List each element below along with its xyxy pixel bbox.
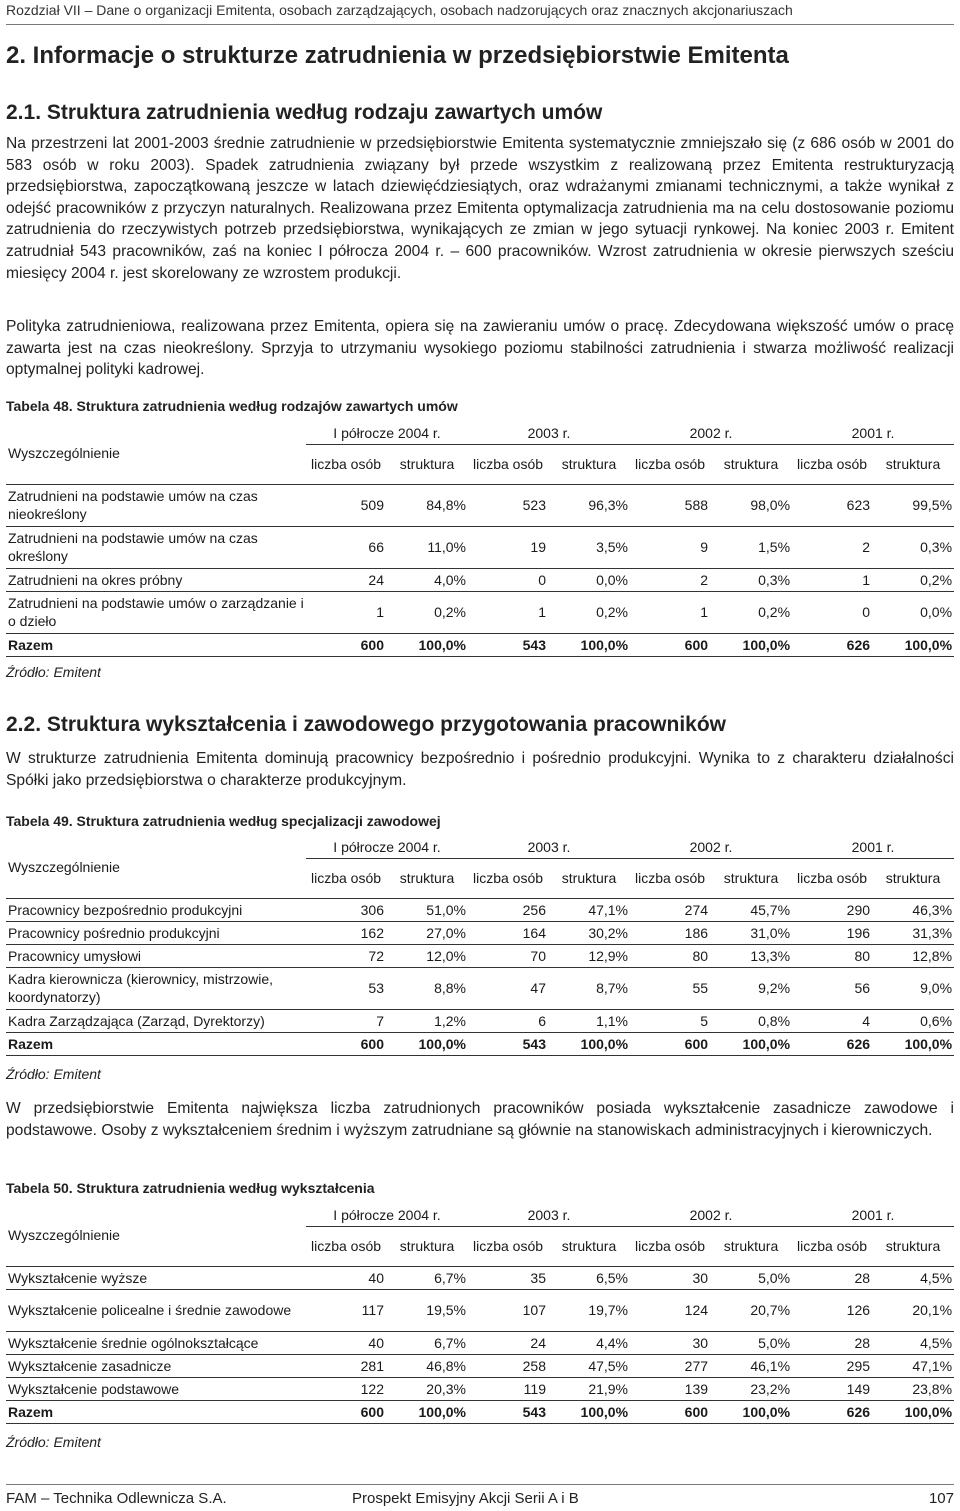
table-48-caption: Tabela 48. Struktura zatrudnienia według rodzajów zawartych umów — [6, 398, 458, 414]
cell-share: 5,0% — [710, 1331, 792, 1354]
cell-share: 13,3% — [710, 944, 792, 967]
cell-count: 35 — [468, 1266, 548, 1289]
header-share: struktura — [872, 1226, 954, 1266]
cell-count: 186 — [630, 921, 710, 944]
cell-count: 24 — [468, 1331, 548, 1354]
header-count: liczba osób — [792, 444, 872, 484]
header-period: 2001 r. — [792, 422, 954, 444]
header-count: liczba osób — [306, 858, 386, 898]
paragraph-workforce-structure: W strukturze zatrudnienia Emitenta dominują pracownicy bezpośrednio i pośrednio produkcyjni. Wynika to z charakteru działalności Spółki jako przedsiębiorstwa o charakterze produkcyjnym. — [6, 750, 954, 789]
header-count: liczba osób — [306, 1226, 386, 1266]
section-title: 2. Informacje o strukturze zatrudnienia w przedsiębiorstwie Emitenta — [6, 42, 789, 69]
cell-count: 30 — [630, 1331, 710, 1354]
row-label: Zatrudnieni na podstawie umów na czas określony — [6, 526, 306, 568]
cell-share: 45,7% — [710, 898, 792, 921]
cell-share: 100,0% — [386, 1032, 468, 1055]
header-period: 2003 r. — [468, 1204, 630, 1226]
cell-share: 4,0% — [386, 568, 468, 591]
cell-share: 100,0% — [872, 633, 954, 656]
cell-share: 99,5% — [872, 484, 954, 526]
cell-share: 4,5% — [872, 1331, 954, 1354]
cell-share: 12,8% — [872, 944, 954, 967]
cell-share: 8,8% — [386, 967, 468, 1009]
cell-count: 600 — [630, 633, 710, 656]
cell-count: 600 — [306, 633, 386, 656]
header-share: struktura — [710, 858, 792, 898]
cell-count: 626 — [792, 633, 872, 656]
cell-count: 19 — [468, 526, 548, 568]
subsection-title-2-1: 2.1. Struktura zatrudnienia według rodzaju zawartych umów — [6, 101, 603, 124]
cell-count: 28 — [792, 1266, 872, 1289]
cell-count: 5 — [630, 1009, 710, 1032]
cell-share: 20,3% — [386, 1377, 468, 1400]
cell-share: 0,2% — [386, 591, 468, 633]
cell-share: 0,3% — [872, 526, 954, 568]
header-period: 2002 r. — [630, 1204, 792, 1226]
cell-count: 2 — [792, 526, 872, 568]
header-period: 2001 r. — [792, 836, 954, 858]
header-share: struktura — [872, 444, 954, 484]
header-period: 2002 r. — [630, 422, 792, 444]
table-49-source: Źródło: Emitent — [6, 1066, 101, 1082]
header-spec: Wyszczególnienie — [8, 858, 120, 875]
row-label: Pracownicy umysłowi — [6, 944, 306, 967]
table-row — [6, 898, 954, 921]
header-share: struktura — [548, 858, 630, 898]
cell-count: 9 — [630, 526, 710, 568]
header-count: liczba osób — [630, 1226, 710, 1266]
row-label: Zatrudnieni na podstawie umów o zarządzanie i o dzieło — [6, 591, 306, 633]
header-share: struktura — [710, 1226, 792, 1266]
header-share: struktura — [386, 1226, 468, 1266]
table-48-source: Źródło: Emitent — [6, 664, 101, 680]
cell-share: 46,1% — [710, 1354, 792, 1377]
table-row — [6, 1331, 954, 1354]
table-50-source: Źródło: Emitent — [6, 1434, 101, 1450]
footer-document-title: Prospekt Emisyjny Akcji Serii A i B — [352, 1490, 579, 1507]
cell-share: 47,1% — [548, 898, 630, 921]
cell-count: 164 — [468, 921, 548, 944]
cell-count: 543 — [468, 1400, 548, 1423]
footer-page-number: 107 — [928, 1490, 954, 1507]
cell-count: 66 — [306, 526, 386, 568]
cell-count: 40 — [306, 1266, 386, 1289]
header-share: struktura — [710, 444, 792, 484]
header-share: struktura — [548, 1226, 630, 1266]
cell-count: 124 — [630, 1289, 710, 1331]
cell-count: 24 — [306, 568, 386, 591]
subsection-title-2-2: 2.2. Struktura wykształcenia i zawodowego przygotowania pracowników — [6, 713, 726, 736]
cell-share: 0,2% — [710, 591, 792, 633]
cell-share: 9,2% — [710, 967, 792, 1009]
cell-share: 27,0% — [386, 921, 468, 944]
header-count: liczba osób — [468, 1226, 548, 1266]
header-period: 2002 r. — [630, 836, 792, 858]
table-row — [6, 967, 954, 1009]
header-period: 2003 r. — [468, 422, 630, 444]
cell-count: 4 — [792, 1009, 872, 1032]
cell-count: 70 — [468, 944, 548, 967]
cell-share: 23,2% — [710, 1377, 792, 1400]
cell-count: 1 — [792, 568, 872, 591]
cell-share: 0,2% — [548, 591, 630, 633]
cell-count: 2 — [630, 568, 710, 591]
cell-share: 23,8% — [872, 1377, 954, 1400]
cell-count: 149 — [792, 1377, 872, 1400]
cell-count: 543 — [468, 633, 548, 656]
cell-count: 258 — [468, 1354, 548, 1377]
cell-count: 30 — [630, 1266, 710, 1289]
row-label: Wykształcenie wyższe — [6, 1266, 306, 1289]
cell-count: 600 — [306, 1400, 386, 1423]
table-row — [6, 526, 954, 568]
table-row — [6, 1009, 954, 1032]
cell-share: 4,5% — [872, 1266, 954, 1289]
cell-share: 5,0% — [710, 1266, 792, 1289]
row-label: Pracownicy bezpośrednio produkcyjni — [6, 898, 306, 921]
cell-count: 56 — [792, 967, 872, 1009]
cell-share: 6,5% — [548, 1266, 630, 1289]
footer-company: FAM – Technika Odlewnicza S.A. — [6, 1490, 227, 1507]
cell-count: 196 — [792, 921, 872, 944]
paragraph-education-summary: W przedsiębiorstwie Emitenta największa liczba zatrudnionych pracowników posiada wykształcenie zasadnicze zawodowe i podstawowe. Osoby z wykształceniem średnim i wyższym zatrudniane są głównie na stanowiskach administracyjnych i kierowniczych. — [6, 1100, 954, 1139]
header-count: liczba osób — [468, 444, 548, 484]
header-period: I półrocze 2004 r. — [306, 1204, 468, 1226]
cell-count: 139 — [630, 1377, 710, 1400]
header-share: struktura — [386, 444, 468, 484]
cell-count: 162 — [306, 921, 386, 944]
table-total-row — [6, 633, 954, 656]
row-label: Kadra Zarządzająca (Zarząd, Dyrektorzy) — [6, 1009, 306, 1032]
cell-share: 19,5% — [386, 1289, 468, 1331]
cell-share: 46,3% — [872, 898, 954, 921]
cell-share: 31,0% — [710, 921, 792, 944]
cell-share: 98,0% — [710, 484, 792, 526]
cell-count: 1 — [306, 591, 386, 633]
header-count: liczba osób — [630, 444, 710, 484]
cell-share: 6,7% — [386, 1266, 468, 1289]
table-row — [6, 1266, 954, 1289]
cell-share: 47,5% — [548, 1354, 630, 1377]
cell-share: 21,9% — [548, 1377, 630, 1400]
row-label: Wykształcenie policealne i średnie zawodowe — [6, 1289, 306, 1331]
cell-count: 55 — [630, 967, 710, 1009]
row-label: Wykształcenie podstawowe — [6, 1377, 306, 1400]
cell-count: 306 — [306, 898, 386, 921]
cell-count: 281 — [306, 1354, 386, 1377]
cell-share: 100,0% — [548, 633, 630, 656]
header-share: struktura — [872, 858, 954, 898]
cell-share: 0,8% — [710, 1009, 792, 1032]
cell-share: 0,0% — [872, 591, 954, 633]
cell-share: 19,7% — [548, 1289, 630, 1331]
header-count: liczba osób — [792, 1226, 872, 1266]
cell-share: 11,0% — [386, 526, 468, 568]
cell-count: 40 — [306, 1331, 386, 1354]
cell-share: 46,8% — [386, 1354, 468, 1377]
table-row — [6, 1289, 954, 1331]
cell-share: 31,3% — [872, 921, 954, 944]
cell-count: 0 — [792, 591, 872, 633]
row-label: Razem — [6, 633, 306, 656]
cell-share: 9,0% — [872, 967, 954, 1009]
cell-count: 543 — [468, 1032, 548, 1055]
cell-count: 1 — [468, 591, 548, 633]
header-share: struktura — [386, 858, 468, 898]
table-row — [6, 1377, 954, 1400]
cell-count: 126 — [792, 1289, 872, 1331]
running-header-title: Rozdział VII – Dane o organizacji Emitenta, osobach zarządzających, osobach nadzorujących oraz znacznych akcjonariuszach — [6, 2, 793, 18]
row-label: Kadra kierownicza (kierownicy, mistrzowie, koordynatorzy) — [6, 967, 306, 1009]
header-period: 2003 r. — [468, 836, 630, 858]
cell-count: 80 — [792, 944, 872, 967]
table-48-contract-types — [6, 422, 954, 657]
cell-share: 20,7% — [710, 1289, 792, 1331]
header-spec: Wyszczególnienie — [8, 444, 120, 461]
cell-count: 6 — [468, 1009, 548, 1032]
cell-share: 100,0% — [386, 633, 468, 656]
cell-count: 72 — [306, 944, 386, 967]
table-row — [6, 921, 954, 944]
cell-share: 84,8% — [386, 484, 468, 526]
page-footer — [6, 1484, 954, 1507]
row-label: Wykształcenie średnie ogólnokształcące — [6, 1331, 306, 1354]
cell-count: 523 — [468, 484, 548, 526]
cell-count: 509 — [306, 484, 386, 526]
cell-share: 6,7% — [386, 1331, 468, 1354]
cell-share: 1,1% — [548, 1009, 630, 1032]
cell-share: 30,2% — [548, 921, 630, 944]
table-row — [6, 1354, 954, 1377]
table-50-education — [6, 1204, 954, 1424]
table-total-row — [6, 1032, 954, 1055]
cell-share: 8,7% — [548, 967, 630, 1009]
table-row — [6, 484, 954, 526]
header-period: 2001 r. — [792, 1204, 954, 1226]
cell-count: 588 — [630, 484, 710, 526]
cell-count: 626 — [792, 1400, 872, 1423]
cell-share: 100,0% — [710, 633, 792, 656]
table-total-row — [6, 1400, 954, 1423]
cell-count: 119 — [468, 1377, 548, 1400]
row-label: Wykształcenie zasadnicze — [6, 1354, 306, 1377]
table-50-caption: Tabela 50. Struktura zatrudnienia według wykształcenia — [6, 1180, 375, 1196]
cell-count: 600 — [630, 1400, 710, 1423]
table-row — [6, 591, 954, 633]
table-row — [6, 568, 954, 591]
cell-share: 0,0% — [548, 568, 630, 591]
header-count: liczba osób — [792, 858, 872, 898]
cell-count: 600 — [306, 1032, 386, 1055]
header-share: struktura — [548, 444, 630, 484]
cell-count: 256 — [468, 898, 548, 921]
cell-share: 3,5% — [548, 526, 630, 568]
cell-count: 1 — [630, 591, 710, 633]
cell-share: 12,0% — [386, 944, 468, 967]
cell-count: 47 — [468, 967, 548, 1009]
cell-count: 53 — [306, 967, 386, 1009]
table-49-caption: Tabela 49. Struktura zatrudnienia według specjalizacji zawodowej — [6, 813, 441, 829]
cell-count: 122 — [306, 1377, 386, 1400]
cell-count: 7 — [306, 1009, 386, 1032]
header-count: liczba osób — [306, 444, 386, 484]
table-row — [6, 944, 954, 967]
cell-share: 0,6% — [872, 1009, 954, 1032]
cell-share: 100,0% — [548, 1032, 630, 1055]
cell-count: 290 — [792, 898, 872, 921]
row-label: Razem — [6, 1400, 306, 1423]
cell-share: 51,0% — [386, 898, 468, 921]
header-period: I półrocze 2004 r. — [306, 422, 468, 444]
cell-share: 47,1% — [872, 1354, 954, 1377]
row-label: Zatrudnieni na podstawie umów na czas nieokreślony — [6, 484, 306, 526]
cell-share: 96,3% — [548, 484, 630, 526]
cell-share: 20,1% — [872, 1289, 954, 1331]
cell-share: 100,0% — [548, 1400, 630, 1423]
header-count: liczba osób — [630, 858, 710, 898]
cell-count: 28 — [792, 1331, 872, 1354]
cell-count: 600 — [630, 1032, 710, 1055]
cell-count: 0 — [468, 568, 548, 591]
paragraph-employment-trend: Na przestrzeni lat 2001-2003 średnie zatrudnienie w przedsiębiorstwie Emitenta systematycznie zmniejszało się (z 686 osób w 2001 do 583 osób w roku 2003). Spadek zatrudnienia związany był przede wszystkim z realizowaną przez Emitenta restrukturyzacją przedsiębiorstwa, zapoczątkowaną jeszcze w latach dziewięćdziesiątych, oraz wdrażanymi zmianami technicznymi, a także wynikał z odejść pracowników z przyczyn naturalnych. Realizowana przez Emitenta optymalizacja zatrudnienia ma na celu dostosowanie poziomu zatrudnienia do rzeczywistych potrzeb przedsiębiorstwa, wynikających ze zmian w jego sytuacji rynkowej. Na koniec 2003 r. Emitent zatrudniał 543 pracowników, zaś na koniec I półrocza 2004 r. – 600 pracowników. Wzrost zatrudnienia w okresie pierwszych sześciu miesięcy 2004 r. jest skorelowany ze wzrostem produkcji. — [6, 135, 954, 282]
cell-share: 100,0% — [386, 1400, 468, 1423]
cell-count: 107 — [468, 1289, 548, 1331]
header-count: liczba osób — [468, 858, 548, 898]
cell-count: 274 — [630, 898, 710, 921]
row-label: Razem — [6, 1032, 306, 1055]
cell-share: 100,0% — [710, 1400, 792, 1423]
cell-share: 1,2% — [386, 1009, 468, 1032]
running-header — [6, 0, 954, 25]
cell-share: 100,0% — [872, 1400, 954, 1423]
cell-count: 623 — [792, 484, 872, 526]
cell-count: 295 — [792, 1354, 872, 1377]
cell-count: 626 — [792, 1032, 872, 1055]
cell-share: 100,0% — [710, 1032, 792, 1055]
cell-share: 1,5% — [710, 526, 792, 568]
cell-share: 0,2% — [872, 568, 954, 591]
cell-share: 100,0% — [872, 1032, 954, 1055]
table-49-specialization — [6, 836, 954, 1056]
row-label: Zatrudnieni na okres próbny — [6, 568, 306, 591]
header-spec: Wyszczególnienie — [8, 1226, 120, 1243]
cell-count: 277 — [630, 1354, 710, 1377]
cell-count: 80 — [630, 944, 710, 967]
cell-count: 117 — [306, 1289, 386, 1331]
cell-share: 0,3% — [710, 568, 792, 591]
header-period: I półrocze 2004 r. — [306, 836, 468, 858]
paragraph-employment-policy: Polityka zatrudnieniowa, realizowana przez Emitenta, opiera się na zawieraniu umów o pracę. Zdecydowana większość umów o pracę zawarta jest na czas nieokreślony. Sprzyja to utrzymaniu wysokiego poziomu stabilności zatrudnienia i stwarza możliwość realizacji optymalnej polityki kadrowej. — [6, 318, 954, 379]
row-label: Pracownicy pośrednio produkcyjni — [6, 921, 306, 944]
cell-share: 12,9% — [548, 944, 630, 967]
cell-share: 4,4% — [548, 1331, 630, 1354]
